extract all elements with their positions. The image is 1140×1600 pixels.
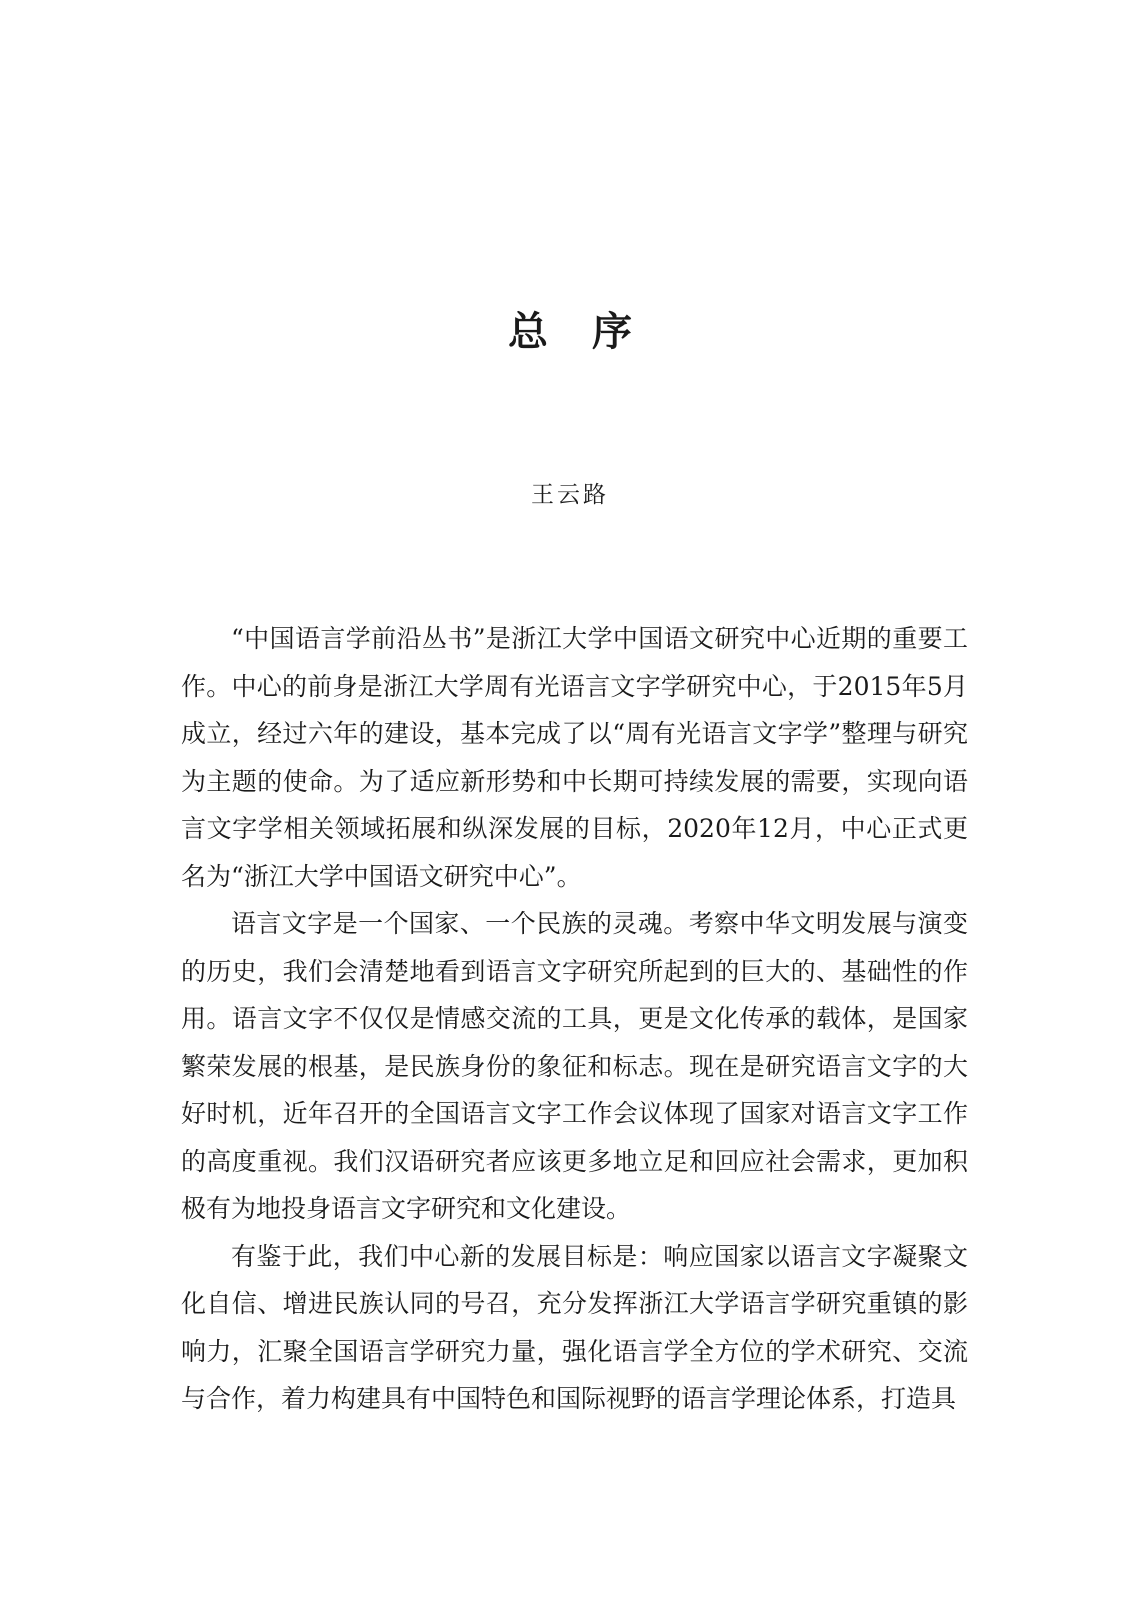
title-char-2: 序 [592, 308, 632, 355]
paragraph-3: 有鉴于此，我们中心新的发展目标是：响应国家以语言文字凝聚文化自信、增进民族认同的号召，充分发挥浙江大学语言学研究重镇的影响力，汇聚全国语言学研究力量，强化语言学全方位的学术研究、交流与合作，着力构建具有中国特色和国际视野的语言学理论体系，打造具 [181, 1241, 968, 1413]
paragraph-2: 语言文字是一个国家、一个民族的灵魂。考察中华文明发展与演变的历史，我们会清楚地看到语言文字研究所起到的巨大的、基础性的作用。语言文字不仅仅是情感交流的工具，更是文化传承的载体，是国家繁荣发展的根基，是民族身份的象征和标志。现在是研究语言文字的大好时机，近年召开的全国语言文字工作会议体现了国家对语言文字工作的高度重视。我们汉语研究者应该更多地立足和回应社会需求，更加积极有为地投身语言文字研究和文化建设。 [181, 909, 968, 1223]
title-char-1: 总 [508, 308, 548, 355]
paragraph-1: “中国语言学前沿丛书”是浙江大学中国语文研究中心近期的重要工作。中心的前身是浙江大学周有光语言文字学研究中心，于2015年5月成立，经过六年的建设，基本完成了以“周有光语言文字学”整理与研究为主题的使命。为了适应新形势和中长期可持续发展的需要，实现向语言文字学相关领域拓展和纵深发展的目标，2020年12月，中心正式更名为“浙江大学中国语文研究中心”。 [181, 624, 968, 891]
author-name: 王云路 [531, 482, 609, 508]
page-title [0, 308, 1140, 355]
body-text [181, 615, 968, 1423]
